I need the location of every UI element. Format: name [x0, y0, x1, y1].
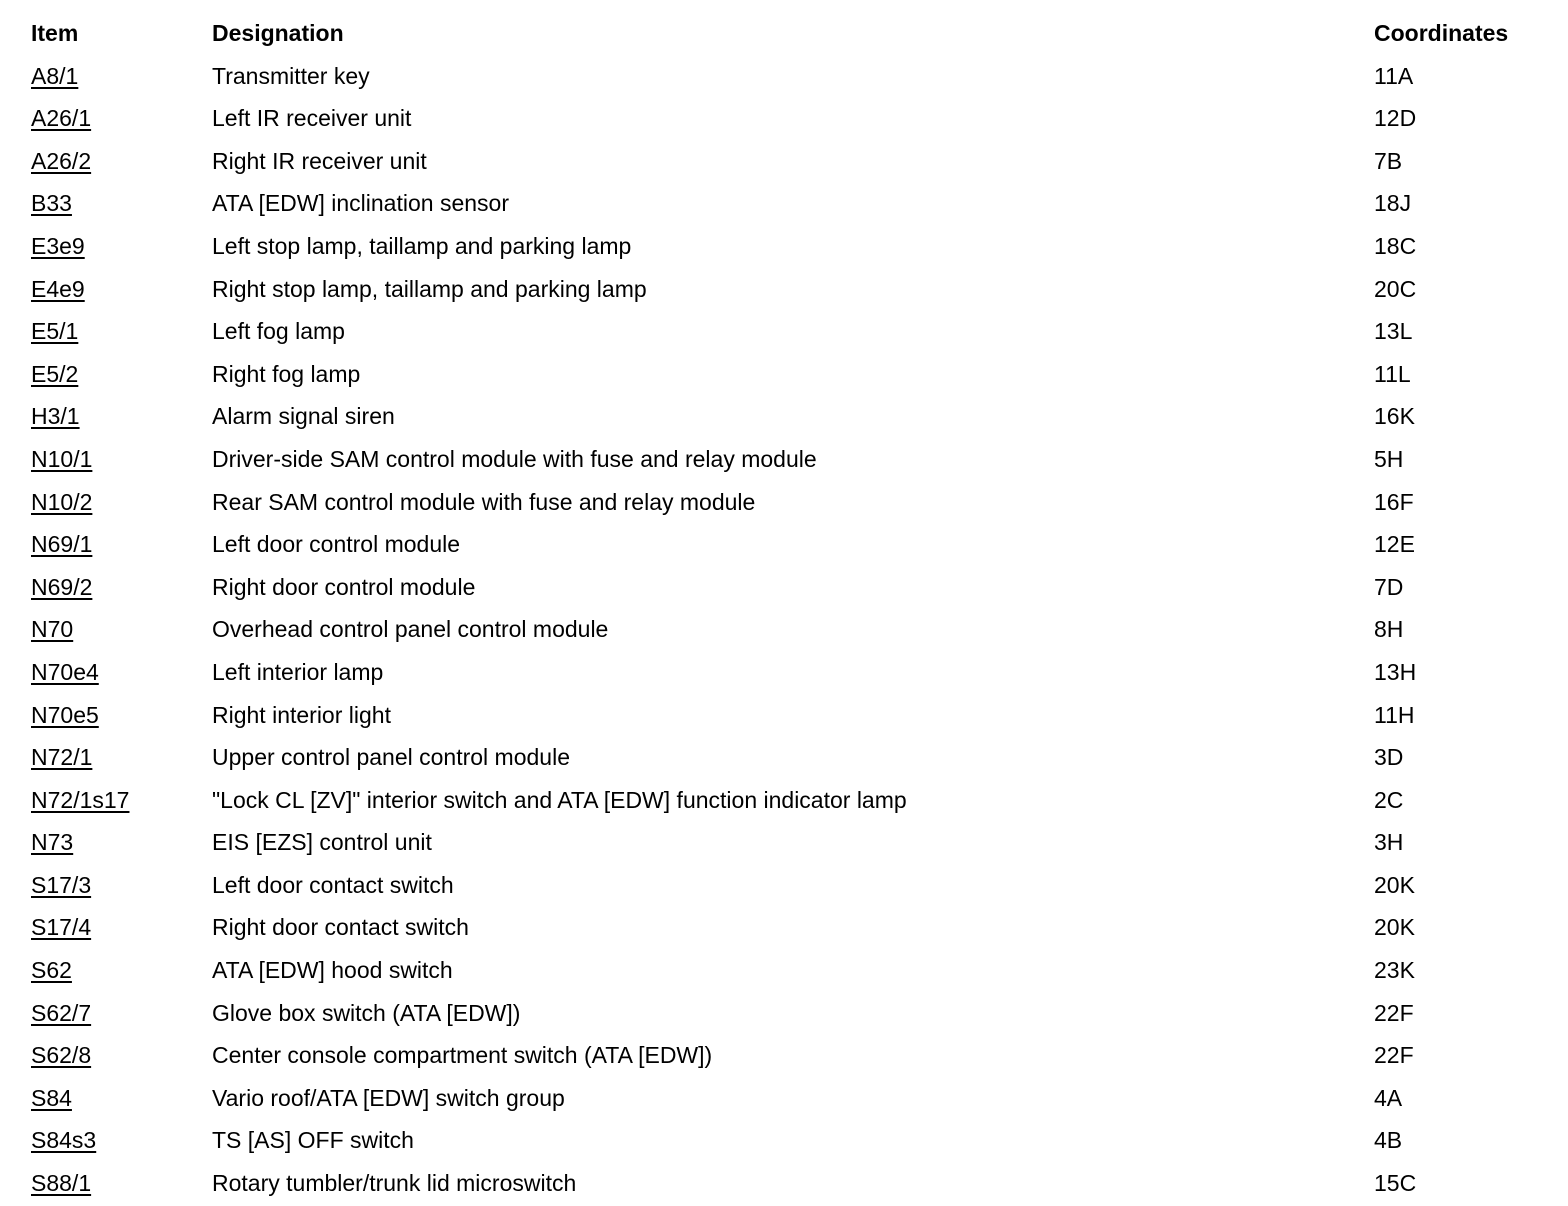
- designation-cell: Left door contact switch: [212, 871, 454, 898]
- item-cell: [31, 779, 129, 821]
- coordinates-cell: 11H: [1374, 701, 1415, 728]
- table-row: [31, 949, 1551, 992]
- coordinates-cell: 20K: [1374, 914, 1415, 941]
- designation-cell: "Lock CL [ZV]" interior switch and ATA [EDW] function indicator lamp: [212, 786, 907, 813]
- item-link[interactable]: S84: [31, 1084, 72, 1111]
- item-link[interactable]: N72/1: [31, 744, 93, 771]
- table-row: [31, 608, 1551, 651]
- coordinates-cell: 2C: [1374, 786, 1404, 813]
- coordinates-cell: 8H: [1374, 616, 1404, 643]
- designation-cell: Right door contact switch: [212, 914, 469, 941]
- designation-cell: ATA [EDW] inclination sensor: [212, 190, 509, 217]
- item-cell: [31, 821, 73, 863]
- designation-cell: Left fog lamp: [212, 318, 345, 345]
- item-cell: [31, 310, 78, 352]
- coordinates-cell: 3H: [1374, 829, 1404, 856]
- component-legend-table: [31, 12, 1551, 1205]
- item-cell: [31, 225, 85, 267]
- item-cell: [31, 481, 92, 523]
- item-cell: [31, 864, 91, 906]
- table-row: [31, 864, 1551, 907]
- table-row: [31, 906, 1551, 949]
- table-row: [31, 353, 1551, 396]
- designation-cell: Rear SAM control module with fuse and relay module: [212, 488, 756, 515]
- item-link[interactable]: E3e9: [31, 232, 85, 259]
- table-row: [31, 395, 1551, 438]
- table-row: [31, 225, 1551, 268]
- designation-cell: Center console compartment switch (ATA [EDW]): [212, 1042, 713, 1069]
- item-link[interactable]: N10/1: [31, 445, 93, 472]
- table-row: [31, 97, 1551, 140]
- table-row: [31, 1119, 1551, 1162]
- item-link[interactable]: N69/1: [31, 531, 93, 558]
- item-link[interactable]: E4e9: [31, 275, 85, 302]
- designation-cell: Driver-side SAM control module with fuse and relay module: [212, 445, 817, 472]
- designation-cell: Alarm signal siren: [212, 403, 395, 430]
- table-row: [31, 1077, 1551, 1120]
- designation-cell: Left IR receiver unit: [212, 105, 412, 132]
- table-row: [31, 1034, 1551, 1077]
- designation-cell: Glove box switch (ATA [EDW]): [212, 999, 521, 1026]
- item-link[interactable]: S84s3: [31, 1127, 97, 1154]
- item-cell: [31, 949, 72, 991]
- designation-cell: Right fog lamp: [212, 360, 361, 387]
- table-row: [31, 481, 1551, 524]
- coordinates-cell: 22F: [1374, 1042, 1414, 1069]
- item-link[interactable]: A26/1: [31, 105, 92, 132]
- coordinates-cell: 16K: [1374, 403, 1415, 430]
- designation-cell: Left interior lamp: [212, 658, 384, 685]
- item-cell: [31, 353, 78, 395]
- coordinates-cell: 7D: [1374, 573, 1404, 600]
- coordinates-cell: 16F: [1374, 488, 1414, 515]
- table-row: [31, 268, 1551, 311]
- designation-cell: Overhead control panel control module: [212, 616, 609, 643]
- designation-cell: EIS [EZS] control unit: [212, 829, 432, 856]
- item-cell: [31, 1034, 91, 1076]
- item-link[interactable]: A8/1: [31, 62, 79, 89]
- coordinates-cell: 7B: [1374, 147, 1403, 174]
- table-row: [31, 140, 1551, 183]
- designation-cell: Right door control module: [212, 573, 476, 600]
- designation-cell: ATA [EDW] hood switch: [212, 957, 453, 984]
- item-cell: [31, 140, 91, 182]
- item-cell: [31, 395, 80, 437]
- designation-cell: Transmitter key: [212, 62, 370, 89]
- item-cell: [31, 906, 91, 948]
- coordinates-cell: 12D: [1374, 105, 1417, 132]
- item-cell: [31, 97, 91, 139]
- table-body: [31, 55, 1551, 1205]
- table-row: [31, 821, 1551, 864]
- table-row: [31, 1162, 1551, 1205]
- item-link[interactable]: S62: [31, 957, 72, 984]
- item-link[interactable]: S88/1: [31, 1170, 92, 1197]
- item-link[interactable]: N70e4: [31, 658, 99, 685]
- item-link[interactable]: N73: [31, 829, 74, 856]
- coordinates-cell: 13H: [1374, 658, 1417, 685]
- designation-cell: Rotary tumbler/trunk lid microswitch: [212, 1170, 577, 1197]
- item-link[interactable]: N70e5: [31, 701, 99, 728]
- coordinates-cell: 22F: [1374, 999, 1414, 1026]
- item-cell: [31, 523, 92, 565]
- coordinates-cell: 13L: [1374, 318, 1413, 345]
- table-row: [31, 992, 1551, 1035]
- designation-cell: Right interior light: [212, 701, 391, 728]
- item-cell: [31, 1077, 72, 1119]
- coordinates-cell: 23K: [1374, 957, 1415, 984]
- item-link[interactable]: A26/2: [31, 147, 92, 174]
- designation-cell: Right stop lamp, taillamp and parking lamp: [212, 275, 647, 302]
- coordinates-cell: 5H: [1374, 445, 1404, 472]
- item-cell: [31, 182, 72, 224]
- table-row: [31, 651, 1551, 694]
- item-cell: [31, 694, 99, 736]
- table-row: [31, 438, 1551, 481]
- table-row: [31, 55, 1551, 98]
- table-row: [31, 779, 1551, 822]
- item-link[interactable]: S62/8: [31, 1042, 92, 1069]
- item-cell: [31, 736, 92, 778]
- item-cell: [31, 268, 85, 310]
- coordinates-cell: 20C: [1374, 275, 1417, 302]
- table-row: [31, 566, 1551, 609]
- item-cell: [31, 608, 73, 650]
- designation-cell: Left door control module: [212, 531, 461, 558]
- table-row: [31, 523, 1551, 566]
- coordinates-cell: 11A: [1374, 62, 1414, 89]
- item-link[interactable]: H3/1: [31, 403, 80, 430]
- table-row: [31, 694, 1551, 737]
- item-link[interactable]: E5/2: [31, 360, 79, 387]
- item-link[interactable]: B33: [31, 190, 72, 217]
- coordinates-cell: 18J: [1374, 190, 1412, 217]
- item-cell: [31, 438, 92, 480]
- table-row: [31, 736, 1551, 779]
- coordinates-cell: 11L: [1374, 360, 1411, 387]
- table-row: [31, 310, 1551, 353]
- item-column-header: Item: [31, 20, 79, 46]
- coordinates-cell: 12E: [1374, 531, 1415, 558]
- coordinates-column-header: Coordinates: [1374, 20, 1509, 46]
- table-row: [31, 182, 1551, 225]
- coordinates-cell: 4A: [1374, 1084, 1403, 1111]
- item-link[interactable]: E5/1: [31, 318, 79, 345]
- designation-cell: TS [AS] OFF switch: [212, 1127, 414, 1154]
- designation-cell: Vario roof/ATA [EDW] switch group: [212, 1084, 565, 1111]
- coordinates-cell: 20K: [1374, 871, 1415, 898]
- item-cell: [31, 566, 92, 608]
- designation-cell: Upper control panel control module: [212, 744, 570, 771]
- item-cell: [31, 992, 91, 1034]
- item-link[interactable]: N10/2: [31, 488, 93, 515]
- item-cell: [31, 651, 99, 693]
- table-header: [31, 12, 1551, 55]
- coordinates-cell: 15C: [1374, 1170, 1417, 1197]
- item-link[interactable]: N69/2: [31, 573, 93, 600]
- designation-cell: Left stop lamp, taillamp and parking lamp: [212, 232, 632, 259]
- coordinates-cell: 3D: [1374, 744, 1404, 771]
- item-link[interactable]: S17/4: [31, 914, 92, 941]
- coordinates-cell: 18C: [1374, 232, 1417, 259]
- item-link[interactable]: N70: [31, 616, 74, 643]
- item-link[interactable]: N72/1s17: [31, 786, 130, 813]
- item-link[interactable]: S62/7: [31, 999, 92, 1026]
- item-link[interactable]: S17/3: [31, 871, 92, 898]
- item-cell: [31, 1119, 96, 1161]
- item-cell: [31, 55, 78, 97]
- designation-cell: Right IR receiver unit: [212, 147, 427, 174]
- item-cell: [31, 1162, 91, 1204]
- coordinates-cell: 4B: [1374, 1127, 1403, 1154]
- designation-column-header: Designation: [212, 20, 344, 46]
